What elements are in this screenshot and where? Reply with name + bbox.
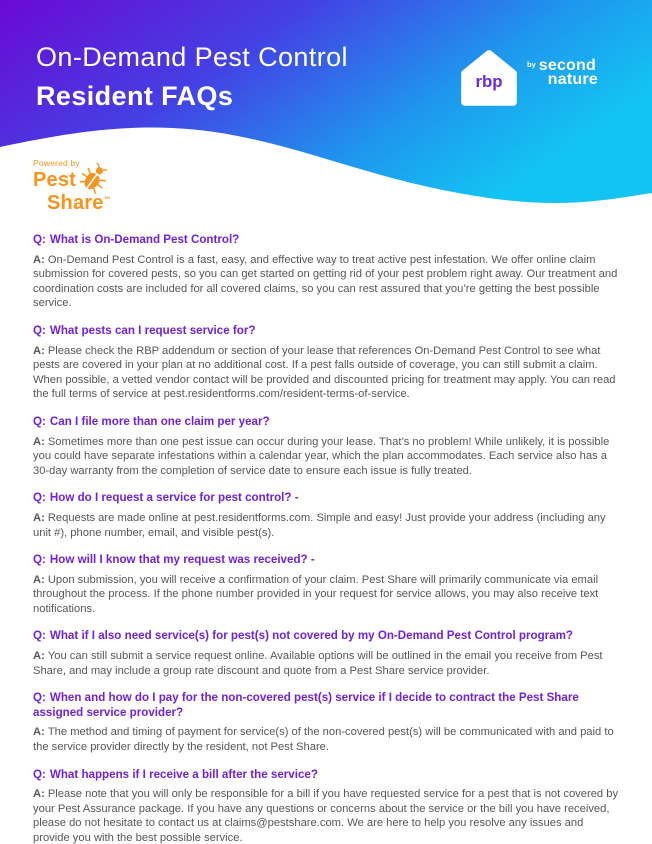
faq-item: [33, 768, 619, 844]
answer-prefix: A:: [33, 253, 45, 266]
rbp-second-nature-logo: [460, 48, 598, 109]
rbp-house-icon: [460, 48, 518, 109]
faq-question: [33, 415, 619, 430]
pest-share-word2: [33, 192, 163, 215]
question-prefix: Q:: [33, 414, 46, 428]
question-prefix: Q:: [33, 323, 46, 337]
answer-prefix: A:: [33, 573, 45, 586]
faq-answer: [33, 649, 619, 678]
faq-question: [33, 629, 619, 644]
bug-icon: [80, 163, 107, 195]
answer-text: Requests are made online at pest.residentforms.com. Simple and easy! Just provide your address (including any unit #), phone number, email, and visible pest(s).: [33, 511, 606, 539]
question-prefix: Q:: [33, 553, 46, 567]
question-text: When and how do I pay for the non-covered pest(s) service if I decide to contract the Pest Share assigned service provider?: [33, 691, 579, 719]
question-text: What if I also need service(s) for pest(s) not covered by my On-Demand Pest Control program?: [49, 629, 573, 643]
faq-item: [33, 233, 619, 311]
faq-item: [33, 324, 619, 402]
question-text: Can I file more than one claim per year?: [49, 414, 270, 428]
question-prefix: Q:: [33, 233, 46, 246]
pest-share-word2-text: Share: [47, 192, 104, 214]
document-subtitle: Resident FAQs: [36, 81, 234, 111]
answer-text: Please check the RBP addendum or section of your lease that references On-Demand Pest Control to see what pests are covered in your plan at no additional cost. If a pest falls outside of coverage, you can still submit a claim. When possible, a vetted vendor contact will be provided and discounted pricing for treatment may apply. You can read the full terms of service at pest.residentforms.com/resident-terms-of-service.: [33, 344, 616, 401]
question-text: What pests can I request service for?: [49, 323, 256, 337]
question-prefix: Q:: [33, 767, 46, 781]
faq-item: [33, 629, 619, 678]
faq-question: [33, 233, 619, 248]
faq-answer: [33, 344, 619, 402]
answer-text: The method and timing of payment for service(s) of the non-covered pest(s) will be communicated with and paid to the service provider directly by the resident, not Pest Share.: [33, 726, 614, 754]
answer-text: Please note that you will only be responsible for a bill if you have requested service for a pest that is not covered by your Pest Assurance package. If you have any questions or concerns about the service or the bill you have received, please do not hesitate to contact us at claims@pestshare.com. We are here to help you resolve any issues and provide you with the best possible service.: [33, 788, 619, 844]
faq-question: [33, 768, 619, 783]
answer-text: You can still submit a service request online. Available options will be outlined in the email you receive from Pest Share, and may include a group rate discount and quote from a Pest Share service provider.: [33, 650, 603, 677]
trademark-symbol: ™: [103, 196, 111, 204]
faq-item: [33, 553, 619, 616]
faq-item: [33, 691, 619, 754]
answer-prefix: A:: [33, 726, 45, 739]
faq-item: [33, 491, 619, 540]
faq-question: [33, 324, 619, 339]
document-title: On-Demand Pest Control: [36, 42, 348, 72]
powered-by-label: Powered by: [33, 158, 80, 168]
answer-text: Sometimes more than one pest issue can occur during your lease. That’s no problem! While unlikely, it is possible you could have separate infestations within a calendar year, which the plan accommodates. Each service also has a 30-day warranty from the completion of service date to ensure each issue is fully treated.: [33, 435, 610, 477]
second-nature-lines: [539, 59, 598, 87]
faq-answer: [33, 787, 619, 844]
question-text: What is On-Demand Pest Control?: [49, 233, 240, 246]
answer-prefix: A:: [33, 650, 45, 663]
question-text: What happens if I receive a bill after the service?: [49, 767, 318, 781]
second-nature-wordmark: [527, 59, 598, 87]
faq-answer: [33, 253, 619, 311]
faq-answer: [33, 511, 619, 540]
answer-prefix: A:: [33, 344, 45, 357]
pest-share-word1: Pest: [33, 169, 77, 191]
answer-prefix: A:: [33, 788, 45, 801]
question-prefix: Q:: [33, 629, 46, 643]
faq-list: [33, 233, 619, 844]
question-text: How do I request a service for pest control? -: [49, 491, 299, 505]
answer-text: On-Demand Pest Control is a fast, easy, and effective way to treat active pest infestation. We offer online claim submission for covered pests, so you can get started on getting rid of your pest problem right away. Our treatment and coordination costs are included for all covered claims, so you can rest assured that you’re getting the best possible service.: [33, 253, 618, 310]
question-prefix: Q:: [33, 691, 46, 705]
faq-question: [33, 691, 619, 720]
faq-item: [33, 415, 619, 478]
answer-text: Upon submission, you will receive a confirmation of your claim. Pest Share will primarily communicate via email throughout the process. If the phone number provided in your request for service allows, you may also receive text notifications.: [33, 573, 599, 615]
answer-prefix: A:: [33, 511, 45, 524]
faq-answer: [33, 725, 619, 754]
header-titles: [36, 42, 348, 112]
answer-prefix: A:: [33, 435, 45, 448]
second-nature-line2: nature: [547, 71, 598, 88]
rbp-logo-text: rbp: [475, 72, 503, 92]
question-prefix: Q:: [33, 491, 46, 505]
pest-share-logo: [33, 158, 163, 215]
faq-question: [33, 491, 619, 506]
faq-answer: [33, 573, 619, 617]
faq-question: [33, 553, 619, 568]
second-nature-line1: second: [538, 57, 596, 74]
faq-answer: [33, 435, 619, 479]
by-label: by: [527, 60, 536, 69]
question-text: How will I know that my request was received? -: [49, 553, 315, 567]
